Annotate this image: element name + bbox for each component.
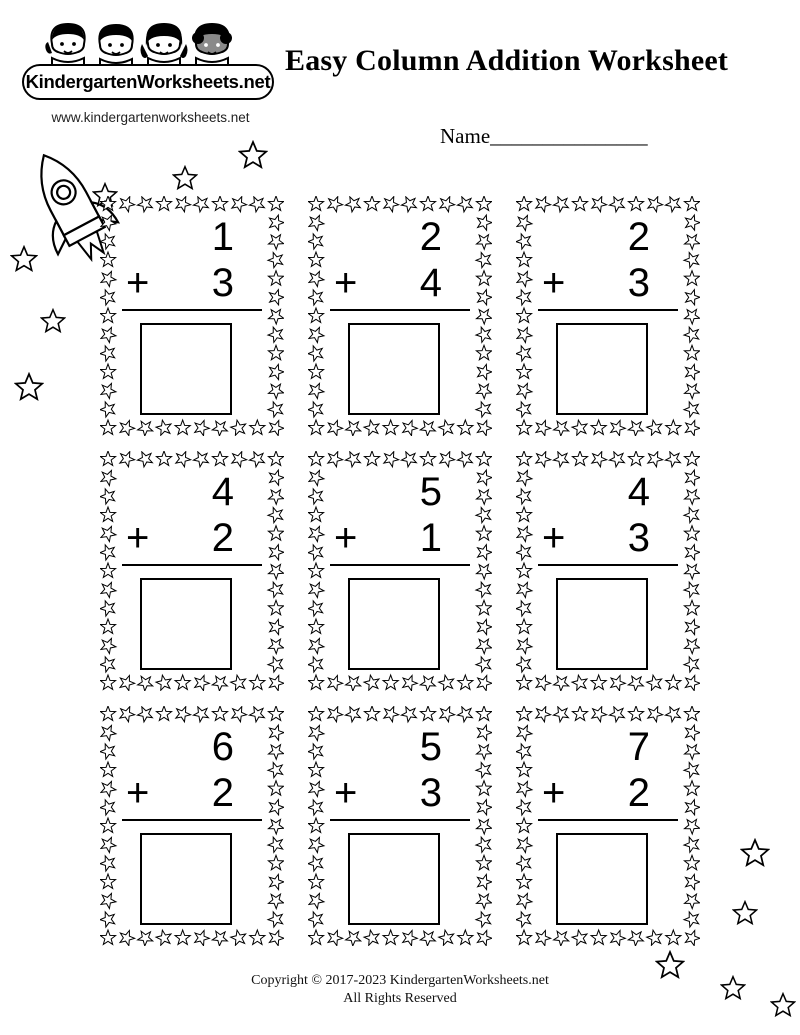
sum-rule-line [538, 564, 678, 566]
sum-rule-line [330, 309, 470, 311]
plus-operator: + [334, 516, 358, 560]
addition-problem [330, 469, 470, 665]
name-field-label[interactable]: Name_______________ [440, 124, 648, 148]
addend-bottom-row [122, 770, 262, 816]
addend-top: 5 [419, 725, 442, 769]
page-title: Easy Column Addition Worksheet [285, 44, 729, 77]
addend-top: 4 [211, 470, 234, 514]
addend-bottom-row [122, 515, 262, 561]
addition-problem [330, 214, 470, 410]
addition-problem [122, 469, 262, 665]
problem-cell [504, 188, 712, 443]
sum-rule-line [122, 819, 262, 821]
addend-bottom: 3 [627, 516, 650, 560]
problem-cell [296, 188, 504, 443]
answer-box[interactable] [348, 323, 440, 415]
addition-problem [538, 724, 678, 920]
sum-rule-line [538, 309, 678, 311]
problem-cell [296, 443, 504, 698]
answer-box[interactable] [140, 323, 232, 415]
sum-rule-line [122, 564, 262, 566]
addition-problem [122, 724, 262, 920]
problem-cell [88, 188, 296, 443]
problem-cell [88, 698, 296, 953]
sum-rule-line [330, 819, 470, 821]
addition-problem [538, 469, 678, 665]
plus-operator: + [542, 771, 566, 815]
addend-bottom: 2 [211, 771, 234, 815]
addend-bottom: 3 [419, 771, 442, 815]
answer-box[interactable] [556, 323, 648, 415]
addend-bottom-row [122, 260, 262, 306]
addend-bottom: 2 [211, 516, 234, 560]
decorative-star-icon [40, 308, 66, 334]
page-header [0, 0, 800, 150]
addend-bottom: 2 [627, 771, 650, 815]
problem-cell [504, 443, 712, 698]
logo-website-url: www.kindergartenworksheets.net [51, 110, 250, 125]
addition-problem [330, 724, 470, 920]
addend-bottom-row [330, 260, 470, 306]
addend-bottom-row [538, 770, 678, 816]
answer-box[interactable] [140, 578, 232, 670]
site-logo[interactable] [22, 22, 277, 140]
answer-box[interactable] [556, 833, 648, 925]
sum-rule-line [330, 564, 470, 566]
answer-box[interactable] [140, 833, 232, 925]
logo-text: KindergartenWorksheets.net [25, 71, 271, 92]
addend-top: 7 [627, 725, 650, 769]
plus-operator: + [126, 771, 150, 815]
plus-operator: + [542, 516, 566, 560]
plus-operator: + [334, 261, 358, 305]
addition-problem [538, 214, 678, 410]
decorative-star-icon [732, 900, 758, 926]
answer-box[interactable] [556, 578, 648, 670]
plus-operator: + [126, 516, 150, 560]
addend-bottom: 1 [419, 516, 442, 560]
sum-rule-line [538, 819, 678, 821]
plus-operator: + [334, 771, 358, 815]
addend-bottom-row [330, 770, 470, 816]
plus-operator: + [126, 261, 150, 305]
answer-box[interactable] [348, 833, 440, 925]
problem-cell [88, 443, 296, 698]
addend-top: 6 [211, 725, 234, 769]
decorative-star-icon [740, 838, 770, 868]
addend-bottom-row [538, 260, 678, 306]
addend-top: 5 [419, 470, 442, 514]
addend-bottom: 3 [211, 261, 234, 305]
addend-top: 2 [419, 215, 442, 259]
plus-operator: + [542, 261, 566, 305]
addend-bottom-row [538, 515, 678, 561]
addend-bottom-row [330, 515, 470, 561]
kids-illustration-icon [40, 22, 255, 70]
page-footer [0, 972, 800, 1008]
addend-top: 1 [211, 215, 234, 259]
addend-top: 2 [627, 215, 650, 259]
decorative-star-icon [238, 140, 268, 170]
addend-bottom: 4 [419, 261, 442, 305]
addition-problem [122, 214, 262, 410]
decorative-star-icon [10, 245, 38, 273]
problem-cell [504, 698, 712, 953]
answer-box[interactable] [348, 578, 440, 670]
addend-top: 4 [627, 470, 650, 514]
decorative-star-icon [14, 372, 44, 402]
addend-bottom: 3 [627, 261, 650, 305]
rights-text: All Rights Reserved [343, 991, 457, 1006]
copyright-text: Copyright © 2017-2023 KindergartenWorksheets.net [251, 973, 549, 988]
problem-cell [296, 698, 504, 953]
logo-pill[interactable] [22, 64, 274, 100]
sum-rule-line [122, 309, 262, 311]
problem-grid [88, 188, 712, 953]
